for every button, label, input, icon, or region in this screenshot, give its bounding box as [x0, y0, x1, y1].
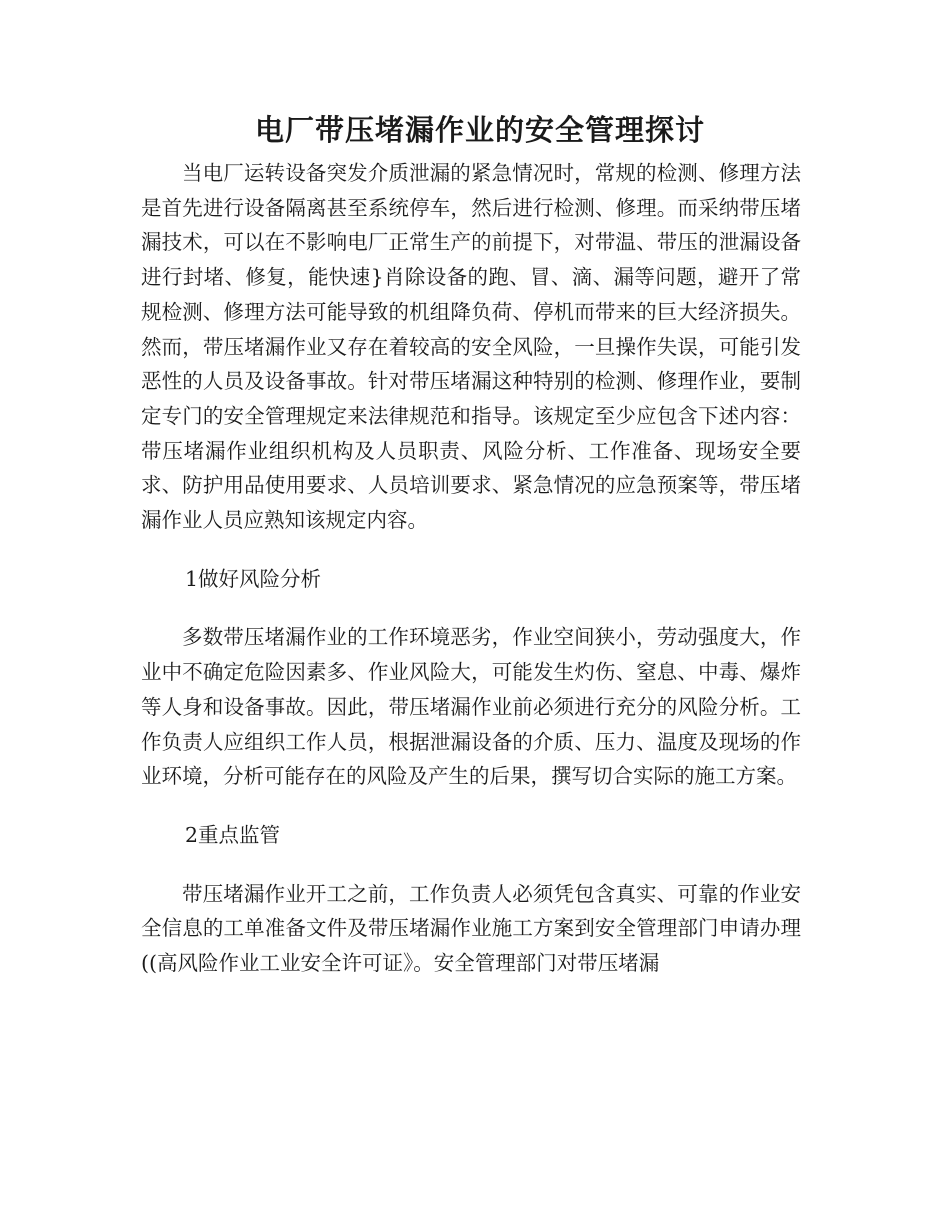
section-body-key-supervision: 带压堵漏作业开工之前，工作负责人必须凭包含真实、可靠的作业安全信息的工单准备文件及带压堵漏作业施工方案到安全管理部门申请办理((高风险作业工业安全许可证》。安全管理部门对带压堵漏 — [141, 881, 801, 976]
document-page — [141, 110, 801, 981]
intro-paragraph: 当电厂运转设备突发介质泄漏的紧急情况时，常规的检测、修理方法是首先进行设备隔离甚至系统停车，然后进行检测、修理。而采纳带压堵漏技术，可以在不影响电厂正常生产的前提下，对带温、带压的泄漏设备进行封堵、修复，能快速}肖除设备的跑、冒、滴、漏等问题，避开了常规检测、修理方法可能导致的机组降负荷、停机而带来的巨大经济损失。然而，带压堵漏作业又存在着较高的安全风险，一旦操作失误，可能引发恶性的人员及设备事故。针对带压堵漏这种特别的检测、修理作业，要制定专门的安全管理规定来法律规范和指导。该规定至少应包含下述内容：带压堵漏作业组织机构及人员职责、风险分析、工作准备、现场安全要求、防护用品使用要求、人员培训要求、紧急情况的应急预案等，带压堵漏作业人员应熟知该规定内容。 — [141, 161, 801, 533]
document-title: 电厂带压堵漏作业的安全管理探讨 — [254, 113, 705, 147]
section-heading-risk-analysis: 1做好风险分析 — [185, 566, 322, 591]
section-body-risk-analysis: 多数带压堵漏作业的工作环境恶劣，作业空间狭小，劳动强度大，作业中不确定危险因素多、作业风险大，可能发生灼伤、窒息、中毒、爆炸等人身和设备事故。因此，带压堵漏作业前必须进行充分的风险分析。工作负责人应组织工作人员，根据泄漏设备的介质、压力、温度及现场的作业环境，分析可能存在的风险及产生的后果，撰写切合实际的施工方案。 — [141, 625, 801, 789]
section-heading-key-supervision: 2重点监管 — [185, 822, 281, 847]
